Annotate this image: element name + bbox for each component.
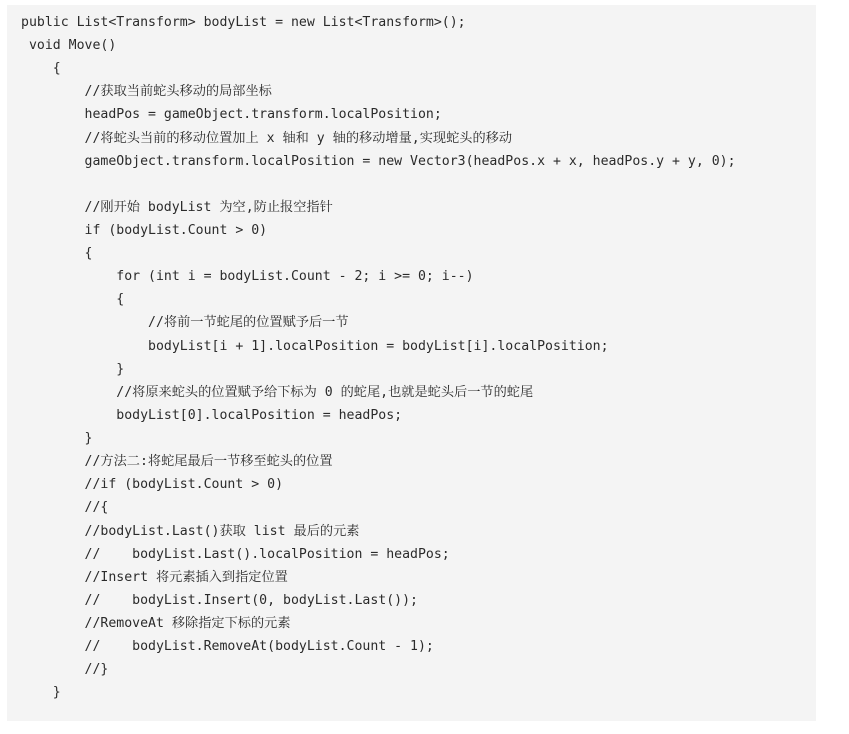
- code-line-16: }: [21, 362, 125, 377]
- code-line-19: }: [21, 431, 93, 446]
- code-line-5: headPos = gameObject.transform.localPosition;: [21, 107, 442, 122]
- code-line-1: public List<Transform> bodyList = new List<Transform>();: [21, 15, 466, 30]
- code-line-14: //将前一节蛇尾的位置赋予后一节: [21, 315, 349, 330]
- code-line-4: //获取当前蛇头移动的局部坐标: [21, 84, 272, 99]
- code-line-7: gameObject.transform.localPosition = new Vector3(headPos.x + x, headPos.y + y, 0);: [21, 154, 736, 169]
- code-line-13: {: [21, 292, 125, 307]
- code-line-6: //将蛇头当前的移动位置加上 x 轴和 y 轴的移动增量,实现蛇头的移动: [21, 131, 513, 146]
- code-line-27: //RemoveAt 移除指定下标的元素: [21, 616, 291, 631]
- code-line-9: //刚开始 bodyList 为空,防止报空指针: [21, 200, 333, 215]
- code-line-12: for (int i = bodyList.Count - 2; i >= 0; i--): [21, 269, 474, 284]
- code-line-2: void Move(): [21, 38, 117, 53]
- code-line-17: //将原来蛇头的位置赋予给下标为 0 的蛇尾,也就是蛇头后一节的蛇尾: [21, 385, 534, 400]
- code-line-24: // bodyList.Last().localPosition = headPos;: [21, 547, 450, 562]
- code-line-18: bodyList[0].localPosition = headPos;: [21, 408, 403, 423]
- code-line-15: bodyList[i + 1].localPosition = bodyList[i].localPosition;: [21, 339, 609, 354]
- code-line-30: }: [21, 685, 61, 700]
- code-line-23: //bodyList.Last()获取 list 最后的元素: [21, 524, 360, 539]
- code-line-11: {: [21, 246, 93, 261]
- code-line-3: {: [21, 61, 61, 76]
- code-line-10: if (bodyList.Count > 0): [21, 223, 268, 238]
- code-line-20: //方法二:将蛇尾最后一节移至蛇头的位置: [21, 454, 333, 469]
- code-line-25: //Insert 将元素插入到指定位置: [21, 570, 288, 585]
- code-line-26: // bodyList.Insert(0, bodyList.Last());: [21, 593, 418, 608]
- code-line-28: // bodyList.RemoveAt(bodyList.Count - 1);: [21, 639, 434, 654]
- code-line-21: //if (bodyList.Count > 0): [21, 477, 284, 492]
- code-line-29: //}: [21, 662, 109, 677]
- code-block: [7, 5, 816, 721]
- code-line-22: //{: [21, 500, 109, 515]
